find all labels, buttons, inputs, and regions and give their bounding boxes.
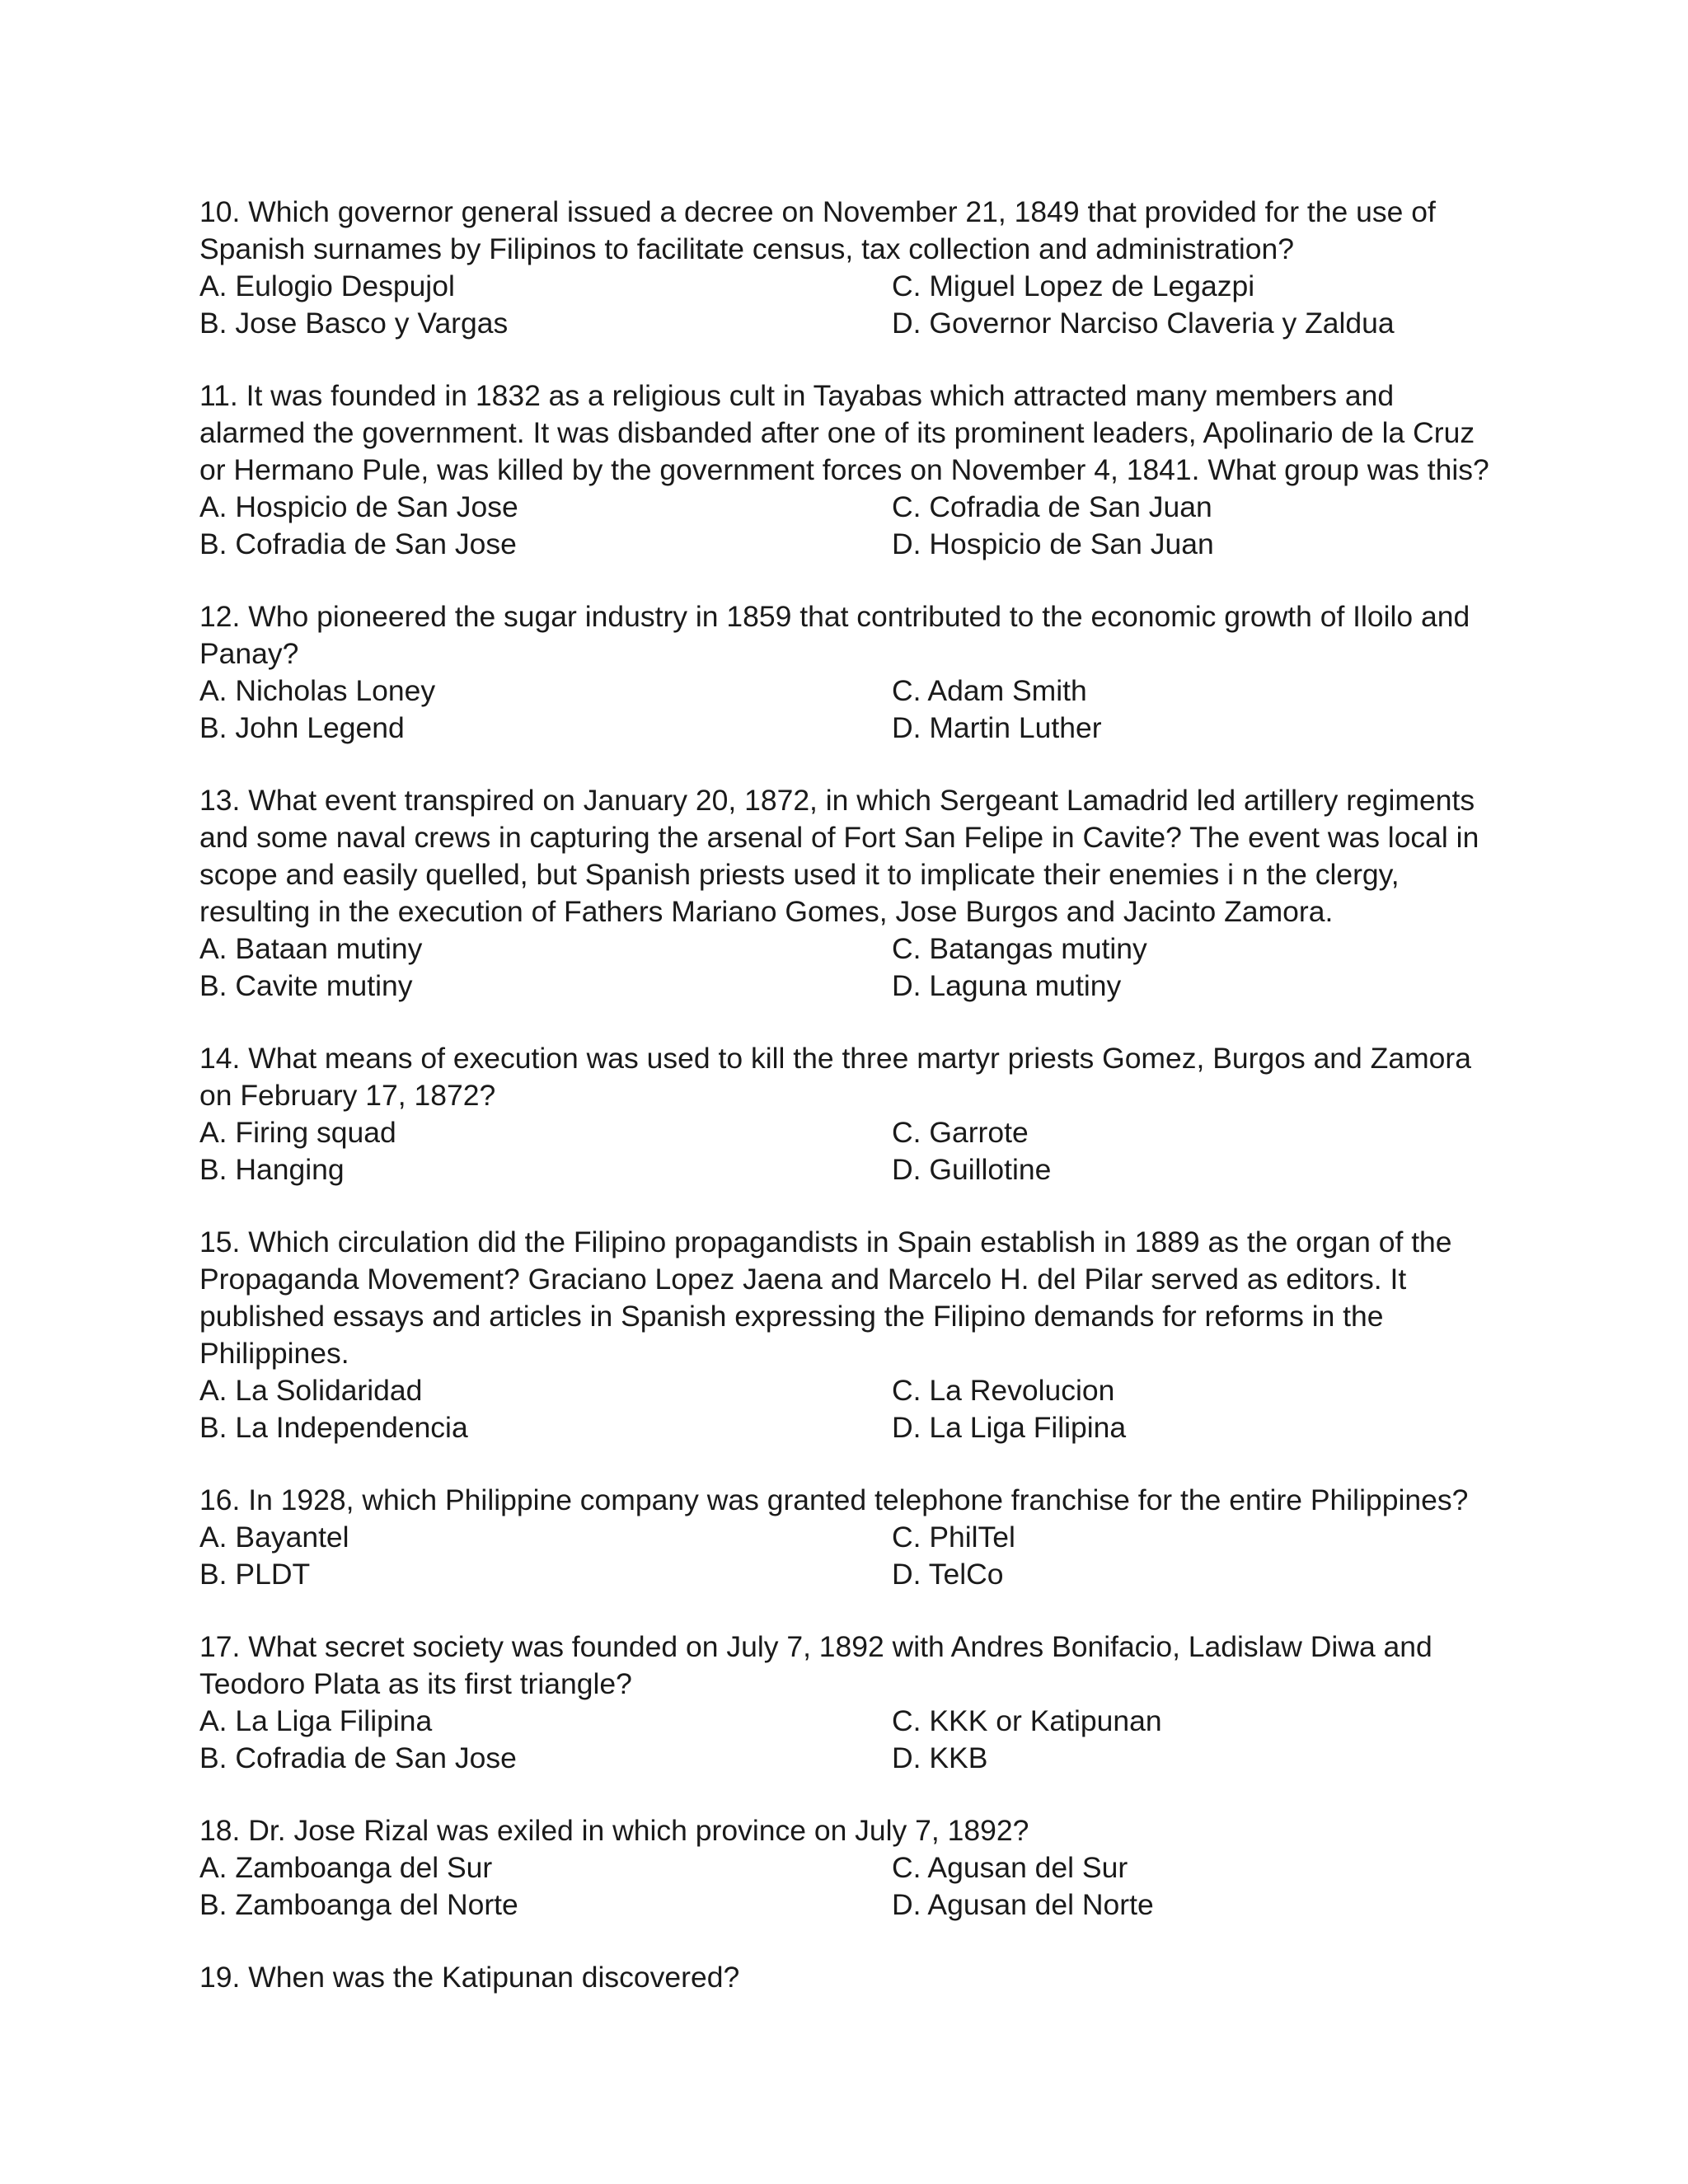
answer-options	[199, 1849, 1493, 1924]
option-b: B. John Legend	[199, 711, 405, 744]
question-19	[199, 1959, 1493, 1996]
question-text: 18. Dr. Jose Rizal was exiled in which province on July 7, 1892?	[199, 1814, 1029, 1847]
question-12	[199, 598, 1493, 747]
option-c: C. Batangas mutiny	[892, 932, 1147, 965]
option-b: B. Cavite mutiny	[199, 969, 413, 1002]
option-d: D. Guillotine	[892, 1153, 1052, 1186]
question-text: 19. When was the Katipunan discovered?	[199, 1961, 740, 1994]
option-d: D. Agusan del Norte	[892, 1888, 1154, 1921]
question-text: 14. What means of execution was used to kill the three martyr priests Gomez, Burgos and Zamora on February 17, 1872?	[199, 1042, 1471, 1112]
answer-options	[199, 1703, 1493, 1777]
option-a: A. La Liga Filipina	[199, 1704, 433, 1737]
option-a: A. Bayantel	[199, 1521, 349, 1554]
question-17	[199, 1629, 1493, 1777]
option-b: B. PLDT	[199, 1558, 311, 1591]
answer-options	[199, 673, 1493, 747]
answer-options	[199, 489, 1493, 563]
option-c: C. Miguel Lopez de Legazpi	[892, 269, 1255, 302]
option-c: C. PhilTel	[892, 1521, 1015, 1554]
option-d: D. Laguna mutiny	[892, 969, 1122, 1002]
option-a: A. La Solidaridad	[199, 1374, 423, 1407]
option-c: C. La Revolucion	[892, 1374, 1115, 1407]
answer-options	[199, 1114, 1493, 1188]
option-a: A. Eulogio Despujol	[199, 269, 455, 302]
option-c: C. Cofradia de San Juan	[892, 490, 1212, 523]
option-d: D. La Liga Filipina	[892, 1411, 1127, 1444]
option-c: C. Agusan del Sur	[892, 1851, 1128, 1884]
option-d: D. Governor Narciso Claveria y Zaldua	[892, 307, 1395, 340]
option-b: B. La Independencia	[199, 1411, 468, 1444]
question-text: 16. In 1928, which Philippine company was granted telephone franchise for the entire Philippines?	[199, 1483, 1469, 1516]
option-b: B. Cofradia de San Jose	[199, 527, 517, 560]
question-16	[199, 1482, 1493, 1593]
question-text: 17. What secret society was founded on July 7, 1892 with Andres Bonifacio, Ladislaw Diwa and Teodoro Plata as its first triangle?	[199, 1630, 1432, 1700]
option-b: B. Jose Basco y Vargas	[199, 307, 509, 340]
question-15	[199, 1224, 1493, 1446]
question-14	[199, 1040, 1493, 1188]
option-a: A. Zamboanga del Sur	[199, 1851, 493, 1884]
question-13	[199, 782, 1493, 1005]
answer-options	[199, 930, 1493, 1005]
option-d: D. TelCo	[892, 1558, 1004, 1591]
question-18	[199, 1812, 1493, 1924]
question-11	[199, 377, 1493, 563]
option-d: D. Martin Luther	[892, 711, 1102, 744]
question-text: 10. Which governor general issued a decree on November 21, 1849 that provided for the use of Spanish surnames by Filipinos to facilitate census, tax collection and administration?	[199, 195, 1436, 265]
question-list	[199, 194, 1493, 2032]
option-c: C. KKK or Katipunan	[892, 1704, 1162, 1737]
question-10	[199, 194, 1493, 342]
answer-options	[199, 268, 1493, 342]
option-c: C. Garrote	[892, 1116, 1029, 1149]
option-d: D. KKB	[892, 1741, 988, 1774]
question-text: 15. Which circulation did the Filipino propagandists in Spain establish in 1889 as the organ of the Propaganda Movement? Graciano Lopez Jaena and Marcelo H. del Pilar served as editors. It published essays and articles in Spanish expressing the Filipino demands for reforms in the Philippines.	[199, 1226, 1452, 1370]
option-d: D. Hospicio de San Juan	[892, 527, 1214, 560]
option-b: B. Hanging	[199, 1153, 345, 1186]
option-b: B. Cofradia de San Jose	[199, 1741, 517, 1774]
option-c: C. Adam Smith	[892, 674, 1087, 707]
question-text: 11. It was founded in 1832 as a religious cult in Tayabas which attracted many members and alarmed the government. It was disbanded after one of its prominent leaders, Apolinario de la Cruz or Hermano Pule, was killed by the government forces on November 4, 1841. What group was this?	[199, 379, 1489, 486]
option-b: B. Zamboanga del Norte	[199, 1888, 518, 1921]
answer-options	[199, 1372, 1493, 1446]
answer-options	[199, 1519, 1493, 1593]
question-text: 13. What event transpired on January 20, 1872, in which Sergeant Lamadrid led artillery regiments and some naval crews in capturing the arsenal of Fort San Felipe in Cavite? The event was local in scope and easily quelled, but Spanish priests used it to implicate their enemies i n the clergy, resulting in the execution of Fathers Mariano Gomes, Jose Burgos and Jacinto Zamora.	[199, 784, 1479, 928]
option-a: A. Hospicio de San Jose	[199, 490, 518, 523]
option-a: A. Firing squad	[199, 1116, 396, 1149]
option-a: A. Bataan mutiny	[199, 932, 423, 965]
option-a: A. Nicholas Loney	[199, 674, 436, 707]
question-text: 12. Who pioneered the sugar industry in 1859 that contributed to the economic growth of Iloilo and Panay?	[199, 600, 1470, 670]
